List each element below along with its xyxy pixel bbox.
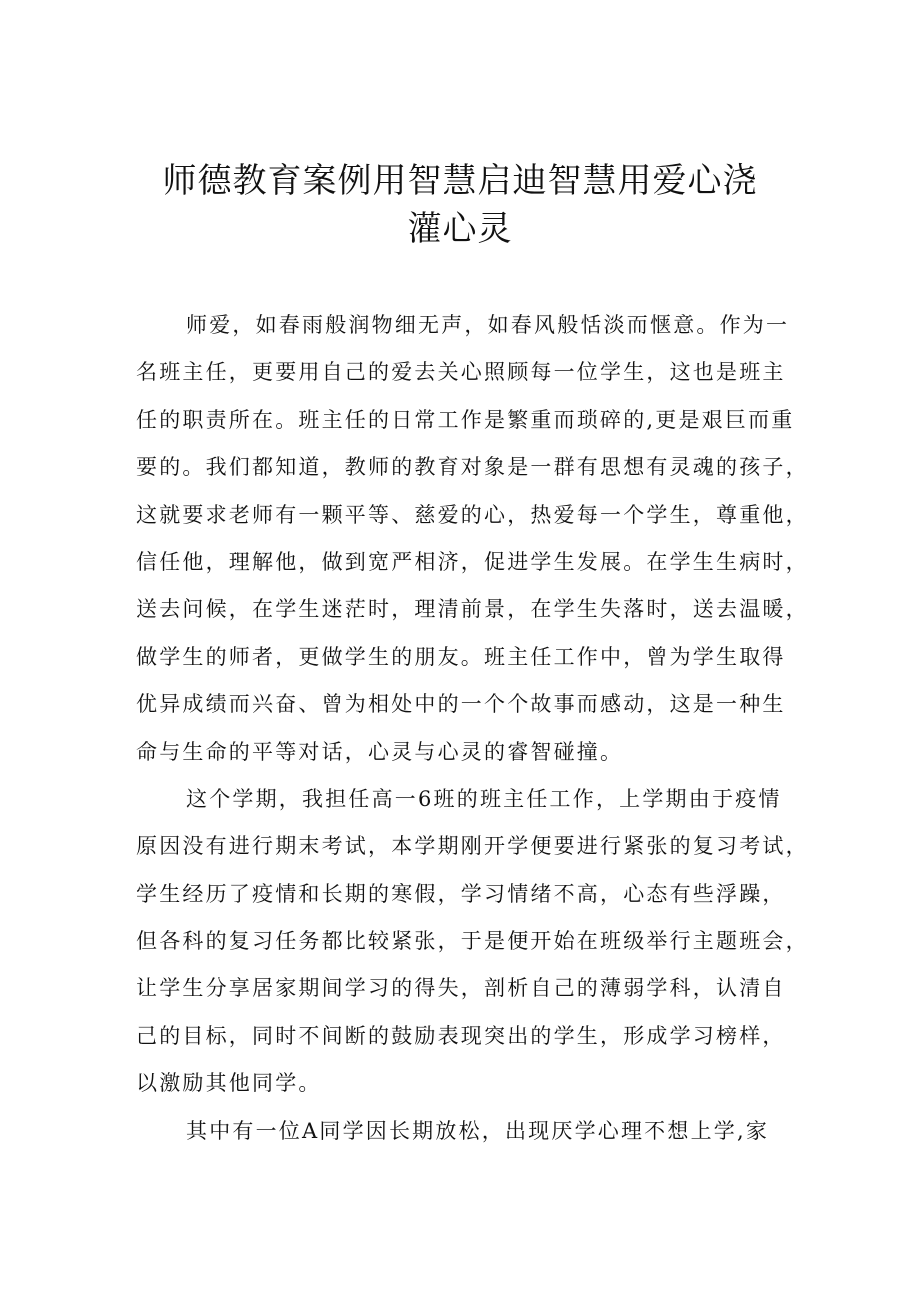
paragraph-2-line: 这个学期，我担任高一6班的班主任工作，上学期由于疫情 [186, 786, 782, 811]
paragraph-1-line: 信任他，理解他，做到宽严相济，促进学生发展。在学生生病时， [136, 549, 809, 574]
paragraph-1-line: 送去问候，在学生迷茫时，理清前景，在学生失落时，送去温暖， [136, 597, 809, 622]
paragraph-3-line: 其中有一位A同学因长期放松，出现厌学心理不想上学,家 [186, 1118, 770, 1143]
title-line-2: 灌心灵 [407, 209, 513, 249]
paragraph-2-line: 原因没有进行期末考试，本学期刚开学便要进行紧张的复习考试， [136, 834, 809, 859]
paragraph-2-line: 以激励其他同学。 [136, 1071, 322, 1096]
paragraph-2-line: 让学生分享居家期间学习的得失，剖析自己的薄弱学科，认清自 [136, 976, 786, 1001]
paragraph-1-line: 命与生命的平等对话，心灵与心灵的睿智碰撞。 [136, 739, 624, 764]
paragraph-1-line: 名班主任，更要用自己的爱去关心照顾每一位学生，这也是班主 [136, 360, 786, 385]
paragraph-1-line: 优异成绩而兴奋、曾为相处中的一个个故事而感动，这是一种生 [136, 692, 786, 717]
document-body [136, 302, 809, 1155]
paragraph-1-line: 任的职责所在。班主任的日常工作是繁重而琐碎的,更是艰巨而重 [136, 407, 795, 432]
paragraph-2-line: 学生经历了疫情和长期的寒假，学习情绪不高，心态有些浮躁， [136, 881, 786, 906]
title-line-1: 师德教育案例用智慧启迪智慧用爱心浇 [162, 161, 758, 201]
paragraph-2-line: 但各科的复习任务都比较紧张，于是便开始在班级举行主题班会， [136, 929, 809, 954]
paragraph-1-line: 做学生的师者，更做学生的朋友。班主任工作中，曾为学生取得 [136, 644, 786, 669]
paragraph-1-line: 这就要求老师有一颗平等、慈爱的心，热爱每一个学生，尊重他， [136, 502, 809, 527]
paragraph-2-line: 己的目标，同时不间断的鼓励表现突出的学生，形成学习榜样， [136, 1023, 786, 1048]
paragraph-1-line: 要的。我们都知道，教师的教育对象是一群有思想有灵魂的孩子， [136, 455, 809, 480]
paragraph-1-line: 师爱，如春雨般润物细无声，如春风般恬淡而惬意。作为一 [186, 313, 790, 337]
